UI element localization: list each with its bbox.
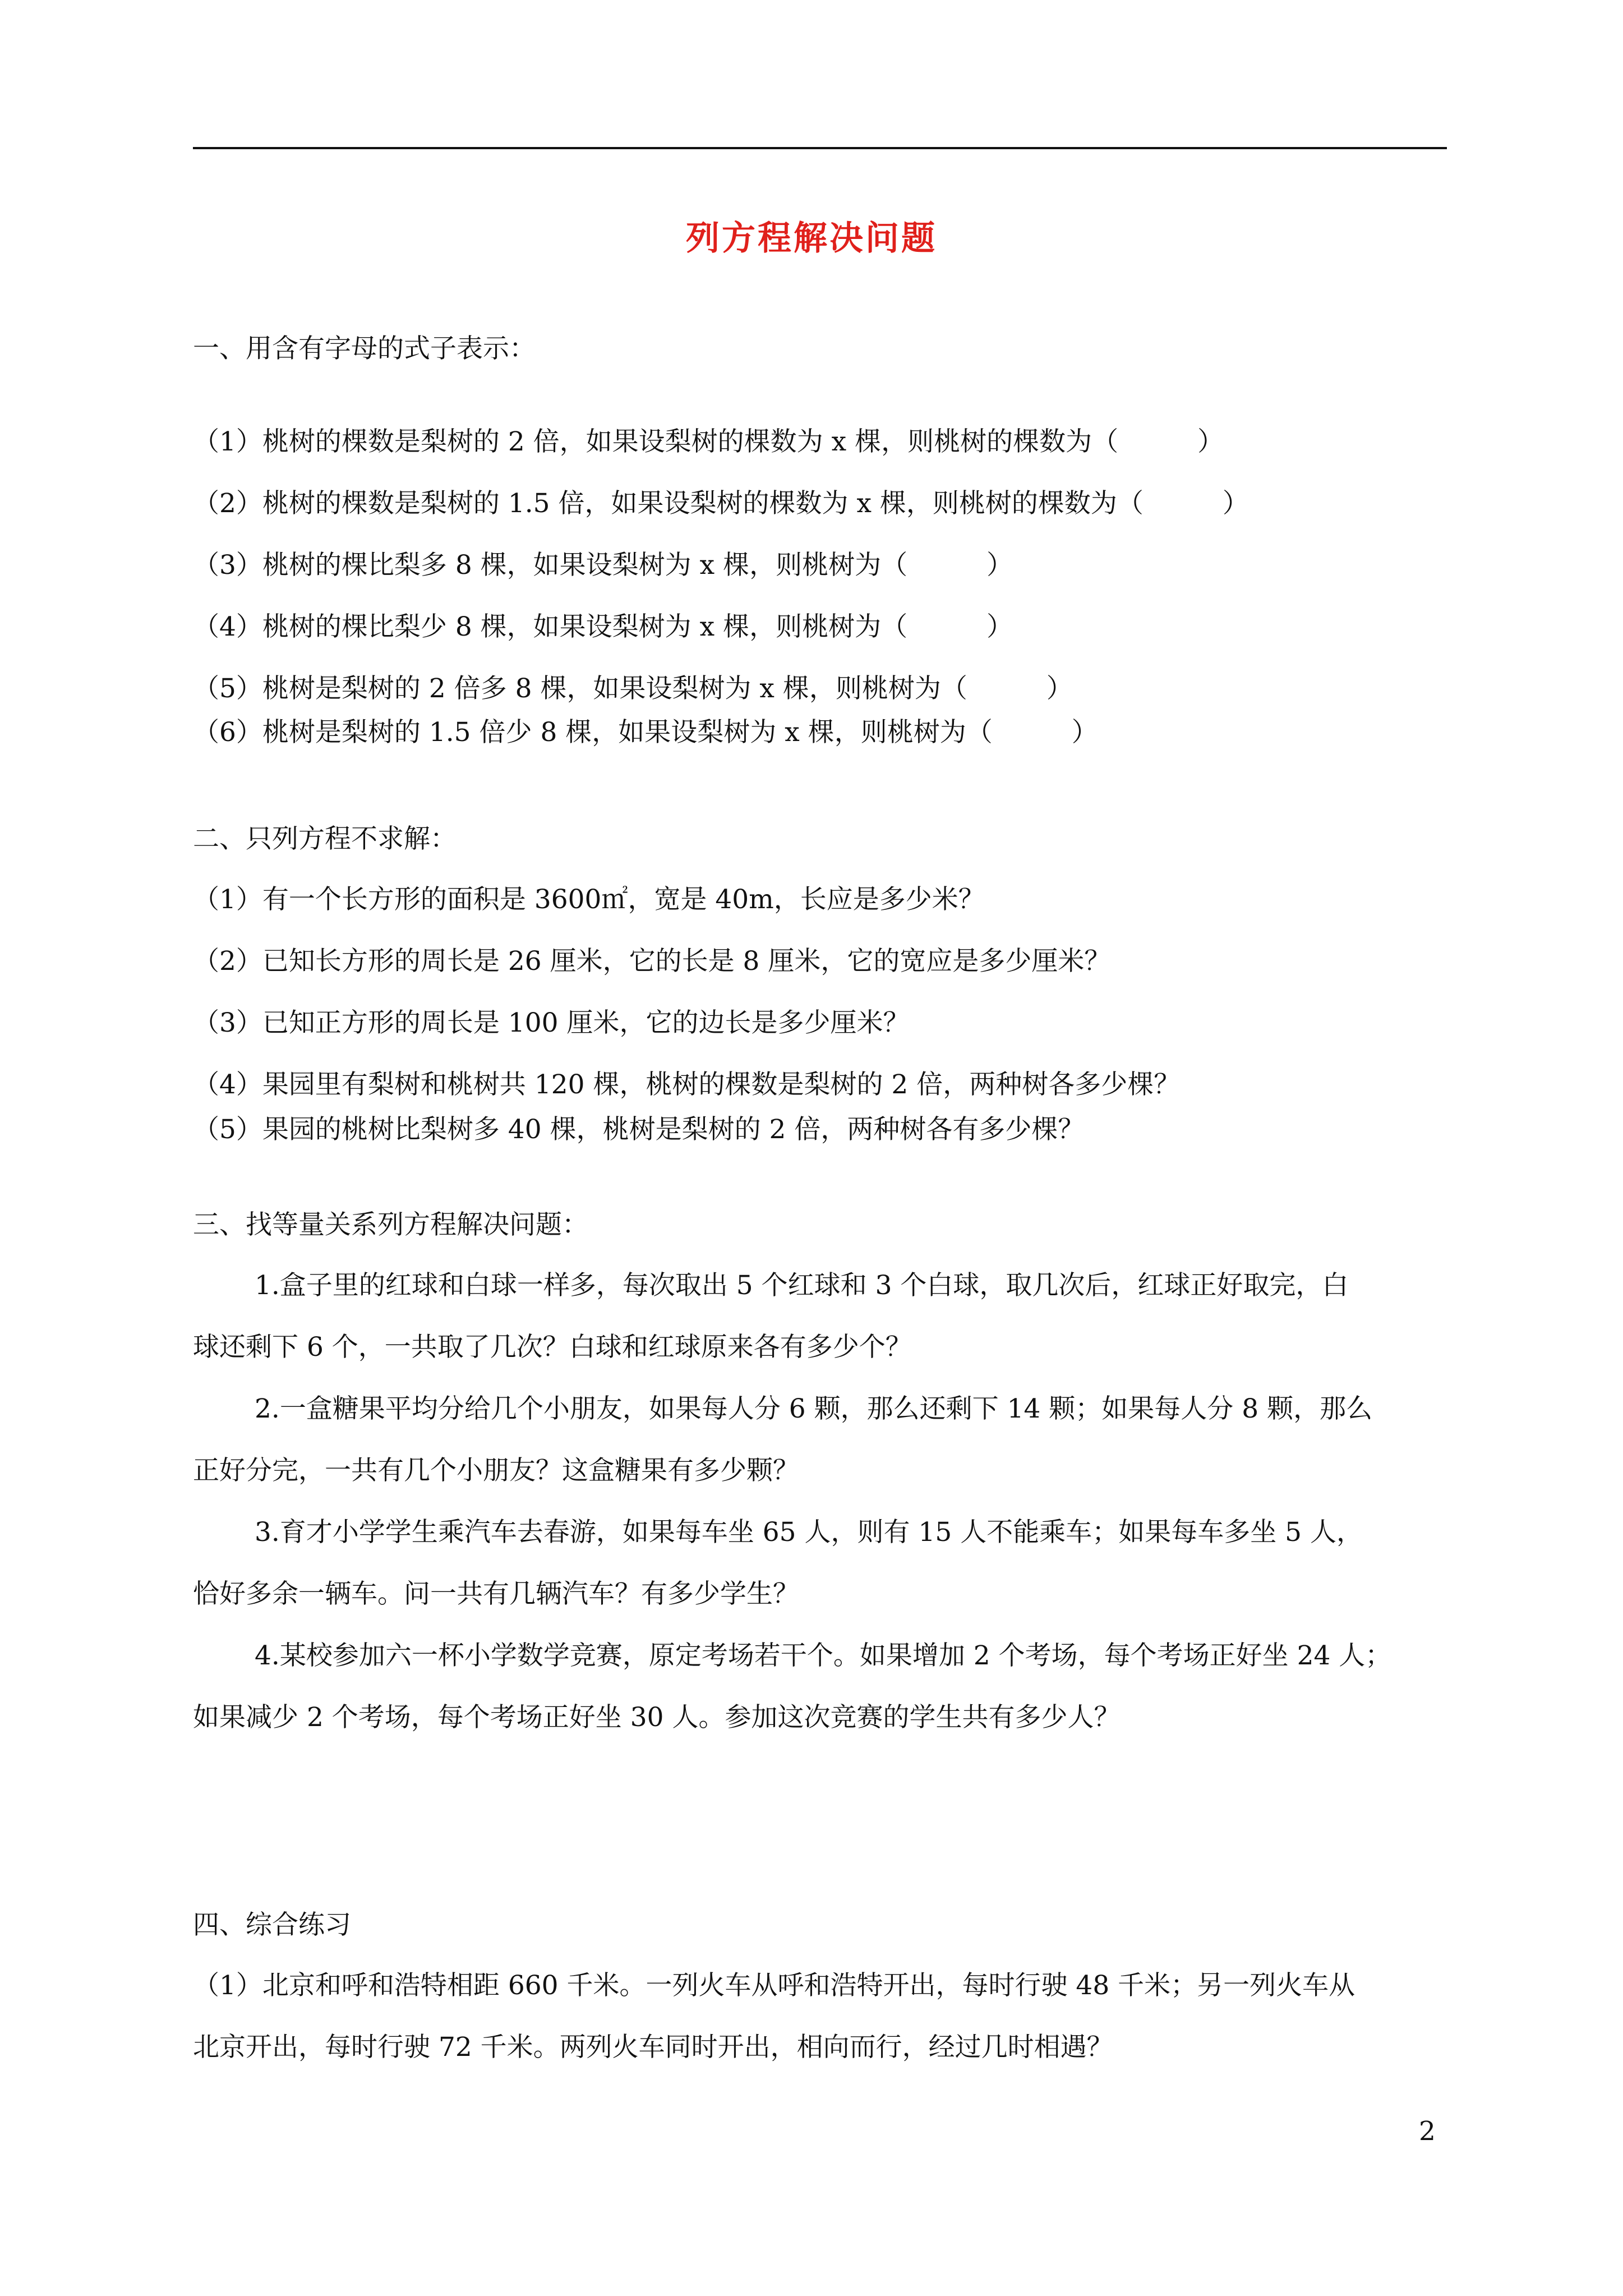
section-2-item-1: （1）有一个长方形的面积是 3600㎡，宽是 40m，长应是多少米？ [193,884,985,915]
problem-line: 北京开出，每时行驶 72 千米。两列火车同时开出，相向而行，经过几时相遇？ [193,2032,1113,2063]
section-1-item-1: （1）桃树的棵数是梨树的 2 倍，如果设梨树的棵数为 x 棵，则桃树的棵数为（ ） [193,426,1224,457]
problem-line: 4.某校参加六一杯小学数学竞赛，原定考场若干个。如果增加 2 个考场，每个考场正好坐 24 人； [255,1640,1392,1671]
section-3-heading: 三、找等量关系列方程解决问题： [193,1209,588,1240]
page-title: 列方程解决问题 [686,219,937,258]
section-2-item-2: （2）已知长方形的周长是 26 厘米，它的长是 8 厘米，它的宽应是多少厘米？ [193,946,1111,977]
section-1-item-6: （6）桃树是梨树的 1.5 倍少 8 棵，如果设梨树为 x 棵，则桃树为（ ） [193,717,1098,748]
section-4-problem-1 [193,1969,1449,2092]
section-1-item-3: （3）桃树的棵比梨多 8 棵，如果设梨树为 x 棵，则桃树为（ ） [193,550,1013,581]
section-2-item-5: （5）果园的桃树比梨树多 40 棵，桃树是梨树的 2 倍，两种树各有多少棵？ [193,1114,1085,1145]
page-number: 2 [1419,2116,1436,2147]
section-3-problem-1 [193,1269,1449,1392]
section-2-item-4: （4）果园里有梨树和桃树共 120 棵，桃树的棵数是梨树的 2 倍，两种树各多少棵？ [193,1069,1181,1100]
section-4-heading: 四、综合练习 [193,1910,351,1940]
problem-line: （1）北京和呼和浩特相距 660 千米。一列火车从呼和浩特开出，每时行驶 48 千米；另一列火车从 [193,1970,1355,2001]
section-1-heading: 一、用含有字母的式子表示： [193,333,536,364]
section-2-item-3: （3）已知正方形的周长是 100 厘米，它的边长是多少厘米？ [193,1007,910,1038]
problem-line: 3.育才小学学生乘汽车去春游，如果每车坐 65 人，则有 15 人不能乘车；如果每车多坐 5 人， [255,1517,1363,1548]
problem-line: 球还剩下 6 个，一共取了几次？白球和红球原来各有多少个？ [193,1332,912,1363]
section-3-problem-4 [193,1639,1449,1763]
section-1-item-2: （2）桃树的棵数是梨树的 1.5 倍，如果设梨树的棵数为 x 棵，则桃树的棵数为（ ） [193,488,1249,519]
problem-line: 恰好多余一辆车。问一共有几辆汽车？有多少学生？ [193,1579,799,1609]
section-3-problem-2 [193,1392,1449,1516]
section-1-item-5: （5）桃树是梨树的 2 倍多 8 棵，如果设梨树为 x 棵，则桃树为（ ） [193,673,1073,704]
problem-line: 如果减少 2 个考场，每个考场正好坐 30 人。参加这次竞赛的学生共有多少人？ [193,1702,1121,1733]
problem-line: 正好分完，一共有几个小朋友？这盒糖果有多少颗？ [193,1455,799,1486]
section-3-problem-3 [193,1516,1449,1639]
problem-line: 2.一盒糖果平均分给几个小朋友，如果每人分 6 颗，那么还剩下 14 颗；如果每人分 8 颗，那么 [255,1393,1373,1424]
problem-line: 1.盒子里的红球和白球一样多，每次取出 5 个红球和 3 个白球，取几次后，红球正好取完，白 [255,1270,1349,1301]
header-rule [193,147,1447,149]
section-2-heading: 二、只列方程不求解： [193,823,457,854]
section-1-item-4: （4）桃树的棵比梨少 8 棵，如果设梨树为 x 棵，则桃树为（ ） [193,611,1013,642]
